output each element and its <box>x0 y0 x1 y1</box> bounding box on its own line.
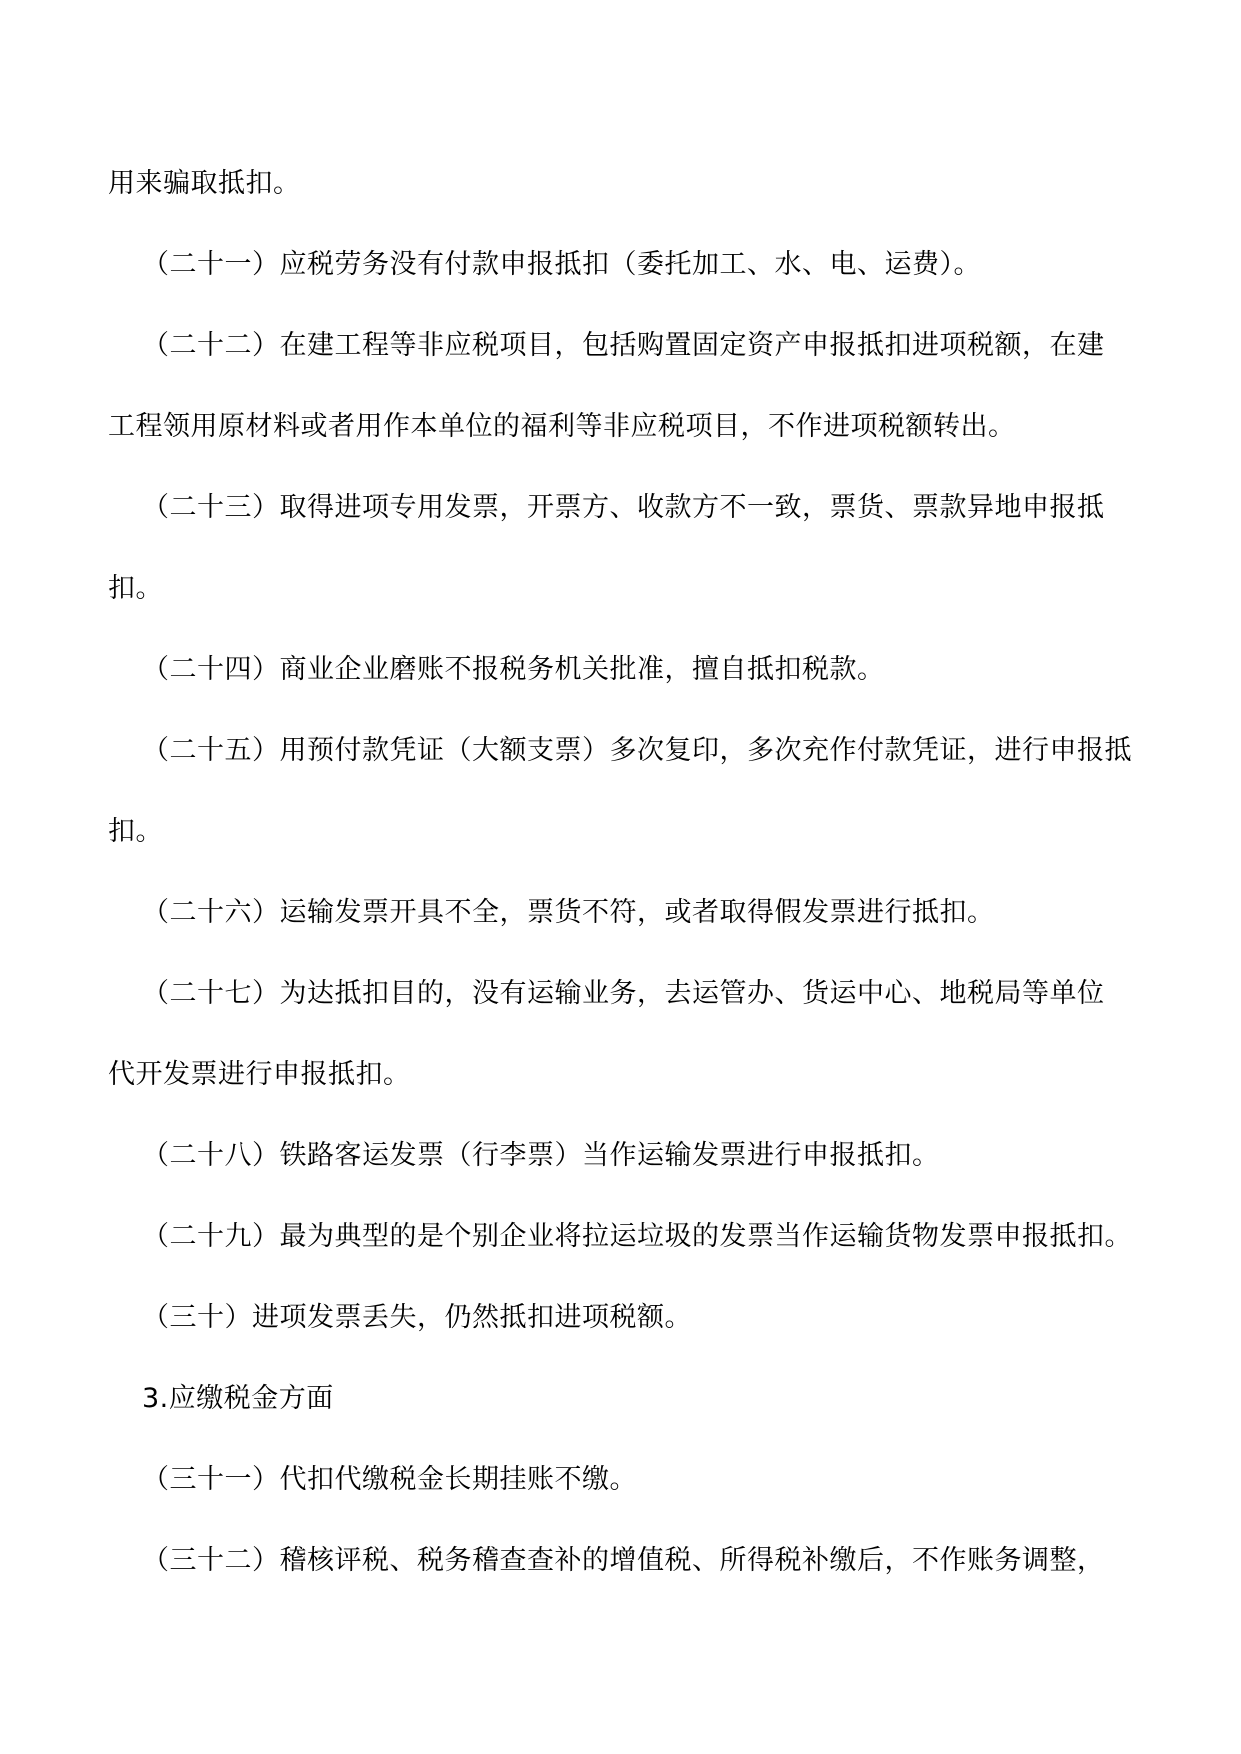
paragraph-line: （二十六）运输发票开具不全，票货不符，或者取得假发票进行抵扣。 <box>142 897 995 928</box>
paragraph-line: （二十七）为达抵扣目的，没有运输业务，去运管办、货运中心、地税局等单位 <box>142 978 1105 1009</box>
paragraph-line: （二十九）最为典型的是个别企业将拉运垃圾的发票当作运输货物发票申报抵扣。 <box>142 1221 1132 1252</box>
paragraph-line: 用来骗取抵扣。 <box>108 168 301 199</box>
paragraph-line: （二十八）铁路客运发票（行李票）当作运输发票进行申报抵扣。 <box>142 1140 940 1171</box>
paragraph-line: 工程领用原材料或者用作本单位的福利等非应税项目，不作进项税额转出。 <box>108 411 1016 442</box>
paragraph-line: （三十一）代扣代缴税金长期挂账不缴。 <box>142 1464 637 1495</box>
paragraph-line: （三十二）稽核评税、税务稽查查补的增值税、所得税补缴后，不作账务调整， <box>142 1545 1105 1576</box>
paragraph-line: （二十三）取得进项专用发票，开票方、收款方不一致，票货、票款异地申报抵 <box>142 492 1105 523</box>
paragraph-line: 代开发票进行申报抵扣。 <box>108 1059 411 1090</box>
section-heading: 3.应缴税金方面 <box>142 1383 334 1414</box>
paragraph-line: （二十四）商业企业磨账不报税务机关批准，擅自抵扣税款。 <box>142 654 885 685</box>
paragraph-line: 扣。 <box>108 816 163 847</box>
document-body <box>108 164 1138 1622</box>
paragraph-line: （二十二）在建工程等非应税项目，包括购置固定资产申报抵扣进项税额，在建 <box>142 330 1105 361</box>
paragraph-line: （二十一）应税劳务没有付款申报抵扣（委托加工、水、电、运费）。 <box>142 249 981 280</box>
paragraph-line: 扣。 <box>108 573 163 604</box>
paragraph-line: （三十）进项发票丢失，仍然抵扣进项税额。 <box>142 1302 692 1333</box>
paragraph-line: （二十五）用预付款凭证（大额支票）多次复印，多次充作付款凭证，进行申报抵 <box>142 735 1132 766</box>
